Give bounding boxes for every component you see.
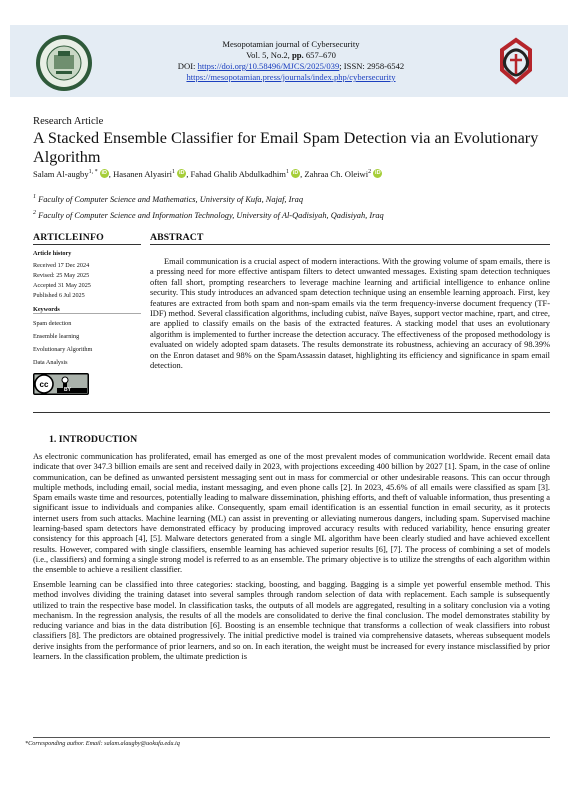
history-accepted: Accepted 31 May 2025 <box>33 282 91 289</box>
publisher-knot-logo-icon <box>486 34 546 92</box>
volume-text: Vol. 5, No.2, <box>246 50 292 60</box>
affiliation-number: 1 <box>33 194 36 200</box>
history-heading: Article history <box>33 250 72 257</box>
affiliation-number: 2 <box>33 210 36 216</box>
affiliation-1 <box>33 194 303 204</box>
footnote-divider <box>33 737 550 738</box>
section-divider <box>33 412 550 413</box>
divider <box>33 313 141 314</box>
pages: 657–670 <box>303 50 336 60</box>
article-info-heading: ARTICLEINFO <box>33 232 104 243</box>
corresponding-author-footnote: *Corresponding author. Email: salam.alaugby@uokufa.edu.iq <box>25 740 180 747</box>
pp-label: pp. <box>291 50 304 60</box>
university-seal-icon <box>34 33 94 93</box>
svg-text:cc: cc <box>39 380 49 389</box>
orcid-icon[interactable]: iD <box>292 170 299 176</box>
volume-line <box>112 50 470 61</box>
author-list: Salam Al-augby$^{1, *}$ iD , Hasanen Alyasiri$^1$ iD , Fahad Ghalib Abdulkadhim$^1$ iD , Zahraa Ch. Oleiwi$^2$ iD <box>33 169 381 179</box>
orcid-icon[interactable]: iD <box>101 170 108 176</box>
journal-url-link[interactable]: https://mesopotamian.press/journals/index.php/cybersecurity <box>186 72 396 82</box>
history-published: Published 6 Jul 2025 <box>33 292 85 299</box>
cc-by-icon[interactable] <box>33 373 89 395</box>
journal-url-line <box>112 72 470 83</box>
keyword-item: Data Analysis <box>33 359 68 366</box>
divider <box>33 244 141 245</box>
abstract-text: Email communication is a crucial aspect of modern interactions. With the growing volume of spam emails, there is a pressing need for more effective antispam filters to detect unwanted messages. Existing spam detection techniques often fall short, prompting researchers to leverage machine learning and artificial intelligence to enhance online security. This study introduces an advanced spam detection technique using an ensemble learning approach. First, key features are extracted from both spam and non-spam emails via the term frequency-inverse document frequency (TF-IDF) method. Several classification algorithms, including cubist, naïve Bayes, support vector machine, rpart, and ctree, are applied to classify emails on the basis of the extracted features. A stacking model that uses an evolutionary algorithm is implemented to further increase the detection accuracy. The effectiveness of the proposed methodology is evaluated on widely adopted spam datasets. The results demonstrate its robustness, achieving an accuracy of 98.39% on the Enron dataset and 98% on the SpamAssassin dataset, highlighting its efficiency and significance in spam email detection. <box>150 257 550 371</box>
paper-title: A Stacked Ensemble Classifier for Email Spam Detection via an Evolutionary Algorithm <box>33 129 539 166</box>
author-name: Hasanen Alyasiri <box>113 169 173 179</box>
history-revised: Revised: 25 May 2025 <box>33 272 90 279</box>
orcid-icon[interactable]: iD <box>375 170 381 176</box>
article-type: Research Article <box>33 116 104 127</box>
affiliation-text: Faculty of Computer Science and Mathematics, University of Kufa, Najaf, Iraq <box>38 194 304 204</box>
abstract-heading: ABSTRACT <box>150 232 204 243</box>
journal-name: Mesopotamian journal of Cybersecurity <box>222 39 360 49</box>
orcid-icon[interactable]: iD <box>178 170 185 176</box>
journal-citation-block <box>112 27 470 95</box>
doi-label: DOI: <box>177 61 198 71</box>
author-affiliation-mark: 1 <box>285 169 289 176</box>
keyword-item: Spam detection <box>33 320 72 327</box>
author-name: Salam Al-augby <box>33 169 89 179</box>
author-affiliation-mark: 2 <box>368 169 372 176</box>
keywords-heading: Keywords <box>33 306 60 313</box>
doi-line <box>112 61 470 72</box>
keyword-item: Evolutionary Algorithm <box>33 346 93 353</box>
author-name: Fahad Ghalib Abdulkadhim <box>190 169 286 179</box>
author-affiliation-mark: 1 <box>172 169 176 176</box>
issn: ; ISSN: 2958-6542 <box>339 61 405 71</box>
author-affiliation-mark: 1, * <box>88 169 98 176</box>
history-received: Received 17 Dec 2024 <box>33 262 90 269</box>
doi-link[interactable]: https://doi.org/10.58496/MJCS/2025/039 <box>197 61 340 71</box>
body-paragraph: As electronic communication has proliferated, email has emerged as one of the most prevalent modes of communication worldwide. Recent email data indicate that over 347.3 billion emails are sent and received daily in 2023, with projections exceeding 400 billion by 2027 [1]. Spam, in the case of online communication, can be defined as unwanted persistent messaging sent out in mass for commercial or other undesirable reasons. This can occur through multiple methods, including email, social media, instant messaging, and even phone calls [2]. In 2023, 45.6% of all emails were classified as spam [3]. Spam emails waste time and resources, potentially leading to malware dissemination, phishing efforts, and theft of valuable information, thus presenting a significant issue to individuals and companies alike. Consequently, spam email identification is an essential function in email security, as it protects internet users from such attacks. Machine learning (ML) can assist in preventing or alleviating numerous dangers, including spam. Supervised machine learning-based spam detectors have demonstrated efficacy by producing improved accuracy results with reduced variability, hence ensuring greater consistency for this approach [4], [5]. Malware detectors generated from a single ML algorithm have been clearly studied and have achieved excellent results. However, compared with single classifiers, ensemble learning has achieved superior results [6], [7]. The process of combining a set of models (i.e., classifiers) and forming a single strong model is referred to as an ensemble. The primary objective is to utilize the strengths of each algorithm within the ensemble to achieve a resilient classifier. <box>33 452 550 575</box>
author-name: Zahraa Ch. Oleiwi <box>304 169 369 179</box>
divider <box>150 244 550 245</box>
section-heading: 1. INTRODUCTION <box>49 434 138 445</box>
affiliation-2 <box>33 210 384 220</box>
body-paragraph: Ensemble learning can be classified into three categories: stacking, boosting, and bagging. Bagging is a simple yet powerful ensemble method. This method involves dividing the training dataset into several samples through random selection of data with replacement. Each sample is subsequently utilized to train the respective base model. In classification tasks, the outputs of all models are aggregated, resulting in a solitary conclusion via a voting mechanism. In the regression analysis, the results of all the models are consolidated to derive the final conclusion. The model demonstrates stability by reducing variance and bias in the data distribution [6]. Boosting is an ensemble technique that transforms a collection of weak classifiers into robust classifiers [8]. The predictors are obtained progressively. The initial predictive model is trained via comprehensive datasets, whereas subsequent models derive insights from the performance of prior learners, and so on. In each iteration, the weight must be increased for every instance misclassified by prior learners. In the classification problem, the ultimate prediction is <box>33 580 550 662</box>
affiliation-text: Faculty of Computer Science and Information Technology, University of Al-Qadisiyah, Qadisiyah, Iraq <box>38 210 384 220</box>
keyword-item: Ensemble learning <box>33 333 80 340</box>
license-label: BY <box>64 387 71 393</box>
